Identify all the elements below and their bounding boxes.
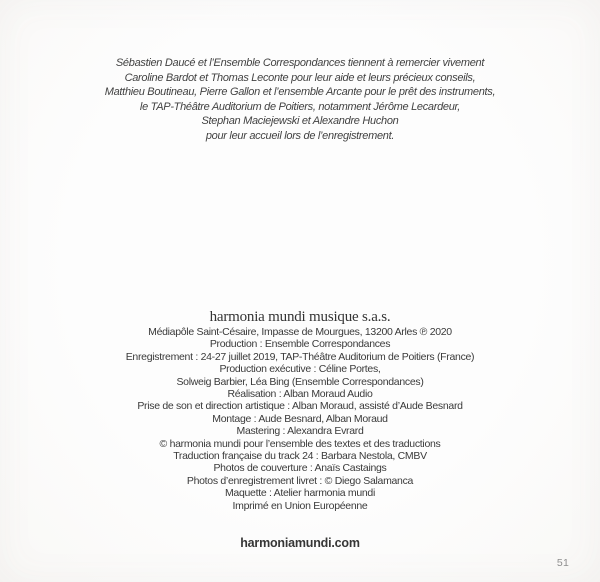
credit-line: Mastering : Alexandra Evrard bbox=[236, 425, 364, 438]
credit-line: © harmonia mundi pour l’ensemble des textes et des traductions bbox=[159, 437, 441, 450]
acknowledgement-line: pour leur accueil lors de l’enregistrement. bbox=[205, 129, 395, 142]
credit-line: Réalisation : Alban Moraud Audio bbox=[227, 388, 373, 401]
website-text: harmoniamundi.com bbox=[240, 536, 360, 550]
credit-line: Enregistrement : 24-27 juillet 2019, TAP-Théâtre Auditorium de Poitiers (France) bbox=[125, 350, 475, 363]
credit-line: Médiapôle Saint-Césaire, Impasse de Mourgues, 13200 Arles ℗ 2020 bbox=[148, 326, 452, 338]
credit-line: Prise de son et direction artistique : Alban Moraud, assisté d’Aude Besnard bbox=[137, 400, 463, 413]
credits-block bbox=[0, 309, 600, 512]
credit-line: Production : Ensemble Correspondances bbox=[209, 338, 391, 351]
label-title: harmonia mundi musique s.a.s. bbox=[209, 309, 391, 325]
acknowledgements-block bbox=[0, 56, 600, 143]
credit-line: Montage : Aude Besnard, Alban Moraud bbox=[212, 412, 388, 425]
acknowledgement-line: le TAP-Théâtre Auditorium de Poitiers, notamment Jérôme Lecardeur, bbox=[139, 100, 461, 113]
acknowledgement-line: Stephan Maciejewski et Alexandre Huchon bbox=[201, 115, 399, 127]
credit-line: Production exécutive : Céline Portes, bbox=[219, 363, 381, 376]
acknowledgement-line: Sébastien Daucé et l’Ensemble Correspondances tiennent à remercier vivement bbox=[115, 57, 485, 69]
credit-line: Photos de couverture : Anaïs Castaings bbox=[213, 462, 387, 475]
acknowledgement-line: Matthieu Boutineau, Pierre Gallon et l’ensemble Arcante pour le prêt des instruments, bbox=[104, 86, 496, 98]
credit-line: Solweig Barbier, Léa Bing (Ensemble Correspondances) bbox=[176, 375, 424, 388]
credit-line: Photos d’enregistrement livret : © Diego Salamanca bbox=[186, 474, 414, 487]
page-number: 51 bbox=[556, 557, 569, 569]
credit-line: Imprimé en Union Européenne bbox=[232, 499, 368, 512]
acknowledgement-line: Caroline Bardot et Thomas Leconte pour leur aide et leurs précieux conseils, bbox=[124, 71, 476, 84]
credit-line: Traduction française du track 24 : Barbara Nestola, CMBV bbox=[173, 450, 427, 463]
credit-line: Maquette : Atelier harmonia mundi bbox=[224, 487, 376, 500]
